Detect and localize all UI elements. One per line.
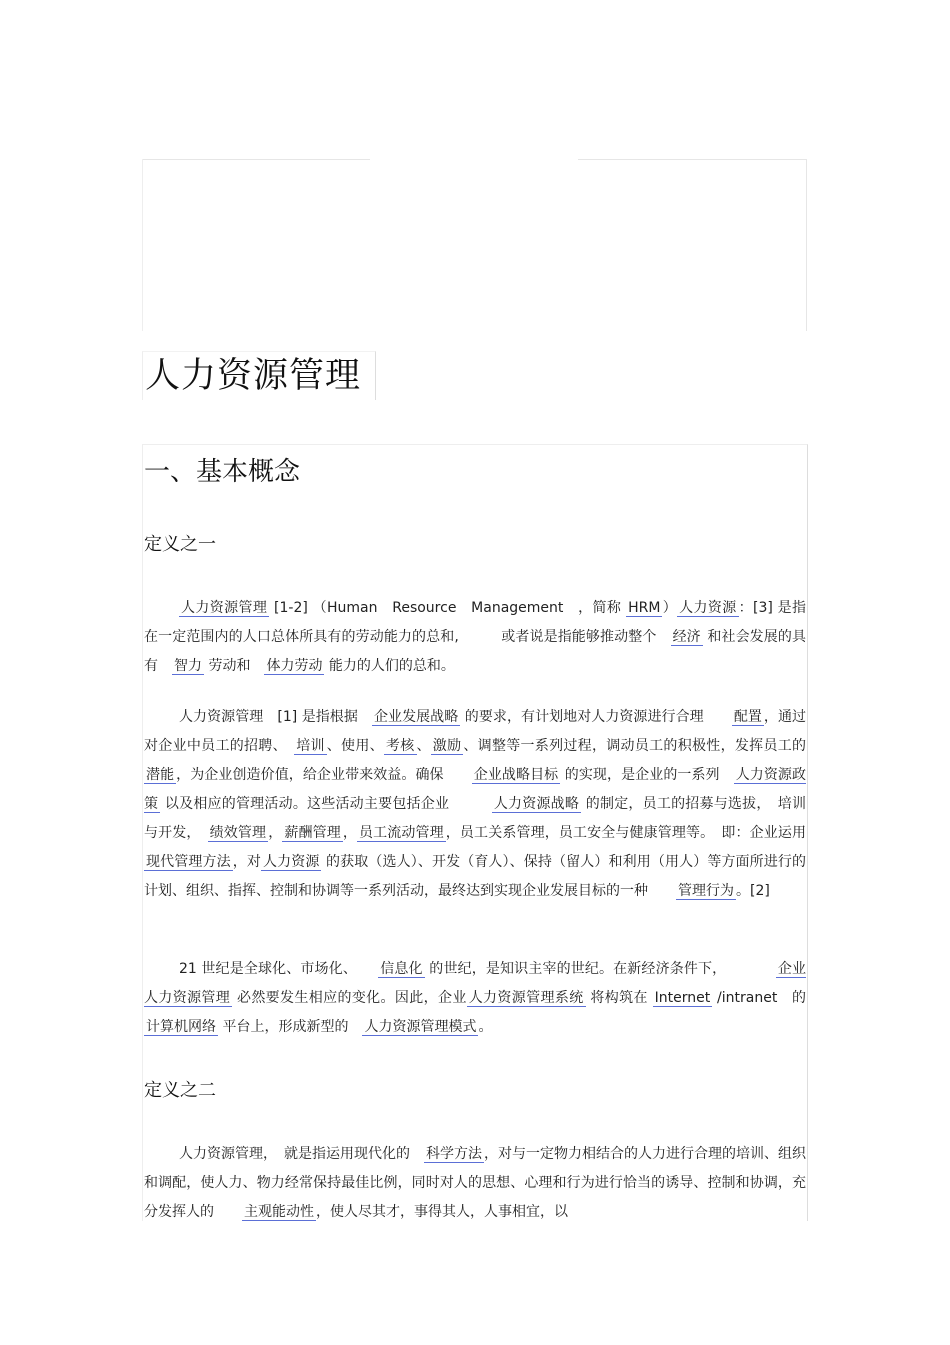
paragraph-text bbox=[144, 703, 821, 906]
link-Internet[interactable]: Internet bbox=[654, 990, 711, 1006]
text-run: ，对与一定物力相结合的人力进行合理的培训、组织和调配，使人力、物力经常保持最佳比例，同时对人的思想、心理和行为进行恰当的诱导、控制和协调，充分发挥人的 bbox=[144, 1146, 806, 1220]
link-智力[interactable]: 智力 bbox=[174, 658, 202, 674]
text-run: ，通过对企业中员工的招聘、 bbox=[144, 709, 807, 754]
link-人力资源管理系统[interactable]: 人力资源管理系统 bbox=[468, 990, 584, 1006]
definition-1-paragraph-1 bbox=[144, 594, 806, 681]
link-绩效管理[interactable]: 绩效管理 bbox=[209, 825, 267, 841]
link-科学方法[interactable]: 科学方法 bbox=[426, 1146, 482, 1162]
text-run: 的世纪，是知识主宰的世纪。在新经济条件下， bbox=[424, 961, 776, 977]
link-人力资源[interactable]: 人力资源 bbox=[679, 600, 737, 616]
text-run: ，对 bbox=[232, 854, 261, 870]
text-run: 的制定，员工的招募与选拔， 培训与开发， bbox=[144, 796, 807, 841]
link-人力资源管理模式[interactable]: 人力资源管理模式 bbox=[364, 1019, 477, 1035]
link-人力资源政策[interactable]: 人力资源政策 bbox=[144, 767, 807, 812]
frame-top-right-line bbox=[578, 159, 807, 160]
text-run: 、 bbox=[416, 738, 431, 754]
link-培训[interactable]: 培训 bbox=[296, 738, 325, 754]
text-run: 的要求，有计划地对人力资源进行合理 bbox=[460, 709, 732, 725]
text-run: 。[2] bbox=[736, 883, 770, 899]
text-run: 的实现，是企业的一系列 bbox=[560, 767, 734, 783]
link-现代管理方法[interactable]: 现代管理方法 bbox=[146, 854, 231, 870]
text-run: ） bbox=[662, 600, 678, 616]
text-run: 必然要发生相应的变化。因此，企业 bbox=[232, 990, 467, 1006]
definition-1-paragraph-3 bbox=[144, 955, 806, 1042]
frame-right-line bbox=[806, 159, 807, 331]
text-run: 人力资源管理 [1] 是指根据 bbox=[179, 709, 372, 725]
text-run: 以及相应的管理活动。这些活动主要包括企业 bbox=[160, 796, 492, 812]
link-人力资源管理[interactable]: 人力资源管理 bbox=[181, 600, 268, 616]
text-run: 和社会发展的具有 bbox=[144, 629, 807, 674]
link-主观能动性[interactable]: 主观能动性 bbox=[244, 1204, 314, 1220]
text-run: ：[3] 是指在一定范围内的人口总体所具有的劳动能力的总和, 或者说是指能够推动整个 bbox=[144, 600, 807, 645]
link-人力资源战略[interactable]: 人力资源战略 bbox=[493, 796, 580, 812]
text-run: 劳动和 bbox=[204, 658, 265, 674]
link-企业人力资源管理[interactable]: 企业人力资源管理 bbox=[144, 961, 807, 1006]
text-run: 、使用、 bbox=[326, 738, 384, 754]
text-run: ，为企业创造价值，给企业带来效益。确保 bbox=[176, 767, 472, 783]
section-heading: 一、基本概念 bbox=[144, 457, 301, 487]
link-员工流动管理[interactable]: 员工流动管理 bbox=[359, 825, 444, 841]
text-run: /intranet 的 bbox=[712, 990, 807, 1006]
link-管理行为[interactable]: 管理行为 bbox=[678, 883, 734, 899]
page-title: 人力资源管理 bbox=[145, 356, 362, 396]
text-run: [1-2] （Human Resource Management ，简称 bbox=[269, 600, 627, 616]
paragraph-text bbox=[144, 594, 806, 681]
link-经济[interactable]: 经济 bbox=[672, 629, 701, 645]
link-激励[interactable]: 激励 bbox=[432, 738, 462, 754]
text-run: 将构筑在 bbox=[585, 990, 653, 1006]
frame-top-left-line bbox=[142, 159, 370, 160]
text-run: 的获取（选人）、开发（育人）、保持（留人）和利用（用人）等方面所进行的计划、组织、指挥、控制和协调等一系列活动，最终达到实现企业发展目标的一种 bbox=[144, 854, 807, 899]
link-考核[interactable]: 考核 bbox=[385, 738, 415, 754]
text-run: ， bbox=[268, 825, 283, 841]
definition-2-heading: 定义之二 bbox=[144, 1080, 216, 1101]
text-run: ，员工关系管理，员工安全与健康管理等。 即：企业运用 bbox=[445, 825, 821, 841]
paragraph-text bbox=[144, 955, 806, 1042]
definition-2-paragraph-1 bbox=[144, 1140, 806, 1227]
text-run: ，使人尽其才，事得其人，人事相宜，以 bbox=[316, 1204, 568, 1220]
link-计算机网络[interactable]: 计算机网络 bbox=[146, 1019, 216, 1035]
text-run: 21 世纪是全球化、市场化、 bbox=[179, 961, 379, 977]
text-run: 能力的人们的总和。 bbox=[324, 658, 455, 674]
link-配置[interactable]: 配置 bbox=[733, 709, 762, 725]
link-企业战略目标[interactable]: 企业战略目标 bbox=[473, 767, 559, 783]
link-人力资源[interactable]: 人力资源 bbox=[262, 854, 320, 870]
link-信息化[interactable]: 信息化 bbox=[380, 961, 423, 977]
link-薪酬管理[interactable]: 薪酬管理 bbox=[284, 825, 341, 841]
text-run: 平台上，形成新型的 bbox=[218, 1019, 363, 1035]
frame-left-line bbox=[142, 159, 143, 331]
link-体力劳动[interactable]: 体力劳动 bbox=[266, 658, 323, 674]
link-HRM[interactable]: HRM bbox=[628, 600, 661, 616]
text-run: 、调整等一系列过程，调动员工的积极性，发挥员工的 bbox=[463, 738, 821, 754]
text-run: 人力资源管理， 就是指运用现代化的 bbox=[179, 1146, 424, 1162]
text-run: 。 bbox=[478, 1019, 493, 1035]
definition-1-heading: 定义之一 bbox=[144, 534, 216, 555]
text-run: ， bbox=[342, 825, 357, 841]
paragraph-text bbox=[144, 1140, 806, 1227]
link-企业发展战略[interactable]: 企业发展战略 bbox=[373, 709, 459, 725]
definition-1-paragraph-2 bbox=[144, 703, 821, 906]
link-潜能[interactable]: 潜能 bbox=[146, 767, 175, 783]
